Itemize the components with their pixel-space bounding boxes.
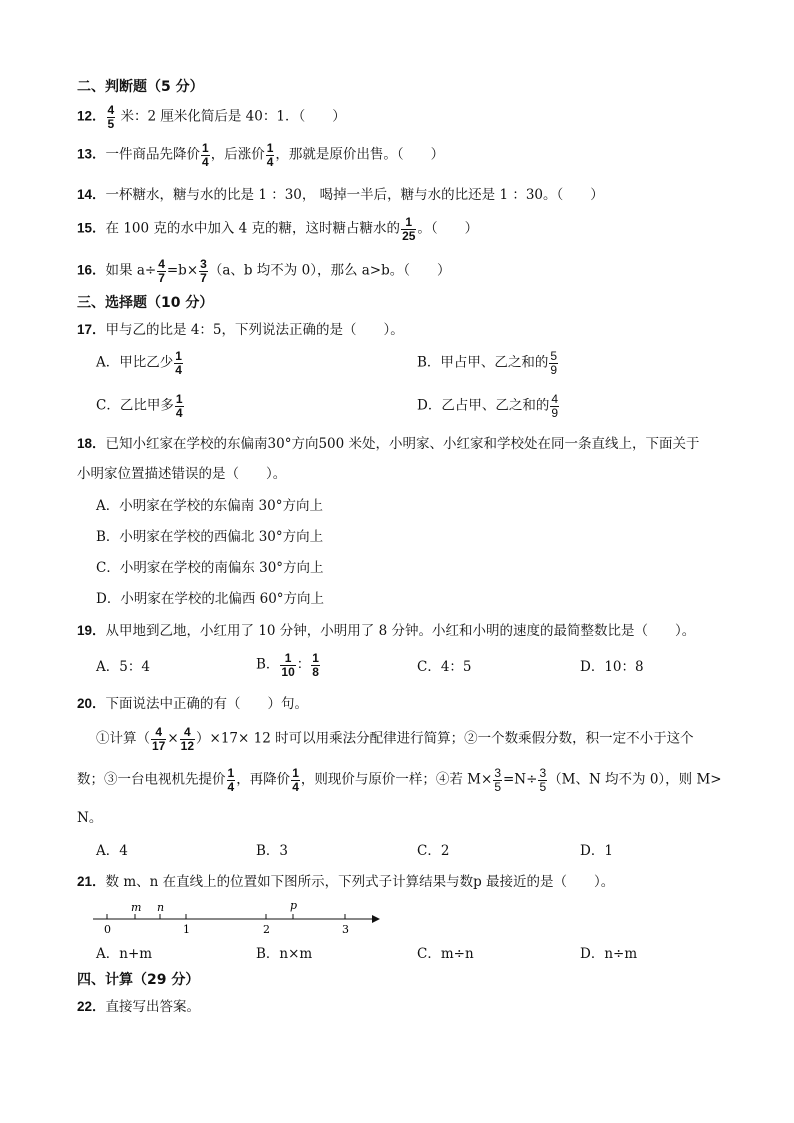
option-17-a[interactable] [96,350,184,376]
question-text: 在 100 克的水中加入 4 克的糖，这时糖占糖水的 [105,220,401,237]
question-20-line3: N。 [77,810,103,826]
fraction: $\frac{4}{7}$ [158,257,165,285]
question-18-stem [77,437,700,452]
fraction: $\frac{1}{4}$ [202,141,209,169]
question-12 [77,104,346,130]
option-20-c[interactable]: C．2 [417,843,450,859]
question-text: （a、b 均不为 0），那么 a>b。（ ） [208,262,451,279]
question-text: ，再降价 [236,771,291,788]
label-3: 3 [342,923,349,936]
question-20-stem [77,697,308,712]
option-17-d[interactable] [417,393,560,419]
option-20-a[interactable]: A．4 [96,843,128,859]
label-1: 1 [183,923,190,936]
question-22 [77,1000,200,1015]
option-text: C．乙比甲多 [96,397,174,414]
option-text: B．甲占甲、乙之和的 [417,354,549,371]
question-text: 下面说法中正确的有（ ）句。 [105,696,309,712]
option-text: A．甲比乙少 [96,354,174,371]
question-number: 16． [77,262,106,278]
question-text: （M、N 均不为 0），则 M> [548,771,722,788]
option-18-d[interactable]: D．小明家在学校的北偏西 60°方向上 [96,591,325,607]
fraction: $\frac{1}{4}$ [266,141,274,169]
fraction: $\frac{1}{4}$ [175,392,183,420]
question-21-stem [77,875,614,890]
question-text: 。（ ） [417,220,479,237]
number-line-figure [90,898,390,938]
question-text: ，则现价与原价一样；④若 M× [300,771,493,788]
section-title-choice: 三、选择题（10 分） [77,295,214,311]
option-17-b[interactable] [417,350,559,376]
option-text: D．乙占甲、乙之和的 [417,397,550,414]
question-text: 一件商品先降价 [105,146,201,163]
label-m: m [131,901,142,914]
label-2: 2 [263,923,270,936]
option-21-b[interactable]: B．n×m [256,946,313,962]
fraction: $\frac{3}{7}$ [200,257,207,285]
question-19-stem [77,624,695,639]
question-text: 直接写出答案。 [105,999,201,1015]
option-18-b[interactable]: B．小明家在学校的西偏北 30°方向上 [96,529,324,545]
option-17-c[interactable] [96,393,185,419]
label-n: n [157,901,165,914]
question-15 [77,216,478,242]
label-0: 0 [104,923,111,936]
fraction: $\frac{4}{12}$ [180,725,195,753]
fraction: $\frac{1}{4}$ [292,766,299,794]
question-text: 已知小红家在学校的东偏南30°方向500 米处，小明家、小红家和学校处在同一条直线上，下面关于 [105,436,700,452]
question-text: ，后涨价 [210,146,265,163]
option-19-c[interactable]: C．4：5 [417,659,472,675]
question-number: 18． [77,436,106,451]
number-line-arrow [372,915,380,923]
question-17-stem [77,323,404,338]
question-text: =b× [166,262,199,279]
question-text: 数 m、n 在直线上的位置如下图所示，下列式子计算结果与数p 最接近的是（ ）。 [105,874,615,890]
fraction: $\frac{1}{10}$ [281,651,295,679]
question-13 [77,142,444,168]
label-p: p [290,899,298,912]
colon: ： [296,656,311,673]
times-sign: × [167,730,179,747]
question-20-line2 [77,767,722,793]
question-text: 甲与乙的比是 4：5，下列说法正确的是（ ）。 [105,322,404,338]
question-20-line1 [96,726,694,752]
fraction: $\frac{4}{5}$ [107,103,115,131]
question-number: 12． [77,108,106,124]
question-text: 一杯糖水，糖与水的比是 1 ：30， 喝掉一半后，糖与水的比还是 1 ：30。（ ） [105,187,604,203]
option-19-a[interactable]: A．5：4 [96,659,150,675]
fraction: $\frac{4}{17}$ [152,725,166,753]
question-number: 22． [77,999,106,1014]
question-number: 19． [77,623,106,638]
question-text: 米：2 厘米化简后是 40：1．（ ） [116,108,346,125]
question-number: 15． [77,220,106,236]
option-19-d[interactable]: D．10：8 [580,659,644,675]
option-20-d[interactable]: D．1 [580,843,613,859]
question-text: ①计算（ [96,730,150,747]
option-text: B． [256,656,280,673]
question-text: ，那就是原价出售。（ ） [275,146,445,163]
question-number: 21． [77,874,106,889]
option-21-a[interactable]: A．n+m [96,946,153,962]
fraction: $\frac{1}{8}$ [312,651,319,679]
fraction: $\frac{5}{9}$ [550,349,558,377]
fraction: $\frac{4}{9}$ [551,392,559,420]
option-18-c[interactable]: C．小明家在学校的南偏东 30°方向上 [96,560,324,576]
question-text: 如果 a÷ [105,262,157,279]
question-14 [77,188,604,203]
fraction: $\frac{1}{4}$ [175,349,182,377]
question-text: 从甲地到乙地，小红用了 10 分钟，小明用了 8 分钟。小红和小明的速度的最简整数比是（ ）。 [105,623,696,639]
section-title-judge: 二、判断题（5 分） [77,79,204,95]
fraction: $\frac{1}{4}$ [227,766,235,794]
question-number: 13． [77,146,106,162]
option-19-b[interactable] [256,652,321,678]
fraction: $\frac{3}{5}$ [539,766,547,794]
question-16 [77,258,450,284]
option-21-c[interactable]: C．m÷n [417,946,474,962]
question-number: 14． [77,187,106,202]
question-18-stem-cont: 小明家位置描述错误的是（ ）。 [77,466,287,482]
fraction: $\frac{3}{5}$ [494,766,501,794]
question-text: 数；③一台电视机先提价 [77,771,226,788]
question-number: 17． [77,322,106,337]
option-21-d[interactable]: D．n÷m [580,946,638,962]
section-title-calc: 四、计算（29 分） [77,972,200,988]
question-text: =N÷ [503,771,538,788]
fraction: $\frac{1}{25}$ [402,215,416,243]
question-text: ）×17× 12 时可以用乘法分配律进行简算；②一个数乘假分数，积一定不小于这个 [196,730,694,747]
option-20-b[interactable]: B．3 [256,843,289,859]
option-18-a[interactable]: A．小明家在学校的东偏南 30°方向上 [96,498,323,514]
question-number: 20． [77,696,106,711]
